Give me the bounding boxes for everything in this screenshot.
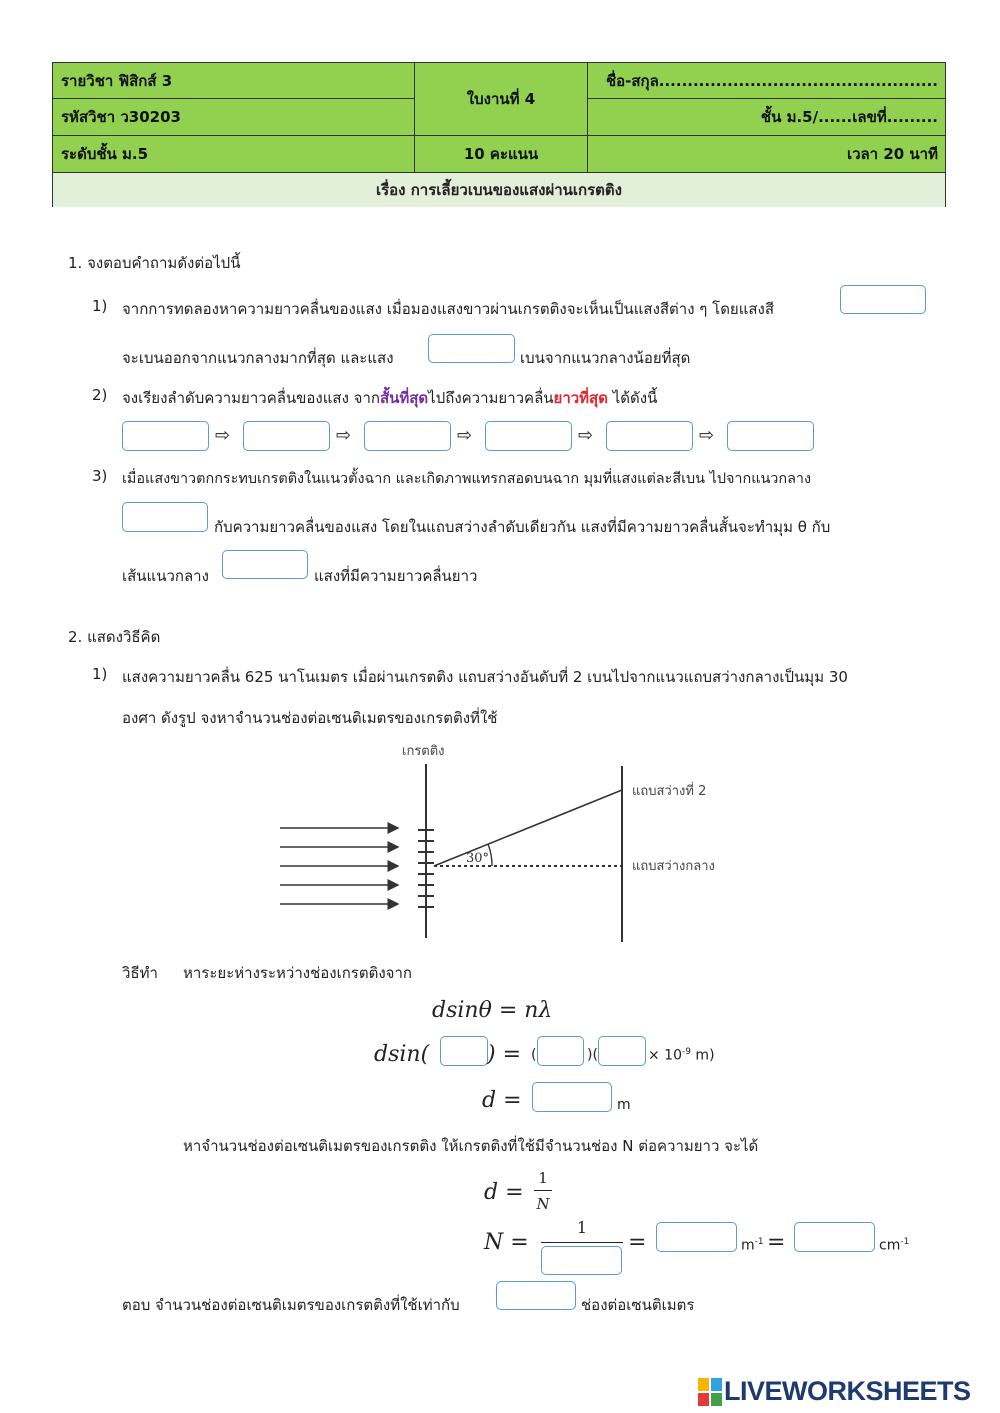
subject: รายวิชา ฟิสิกส์ 3 bbox=[61, 71, 173, 90]
liveworksheets-logo-icon bbox=[698, 1378, 722, 1406]
time-limit: เวลา 20 นาที bbox=[846, 145, 938, 163]
eq4-fraction-bar bbox=[534, 1190, 552, 1191]
q2-shortest: สั้นที่สุด bbox=[379, 389, 429, 407]
times-ten: × 10 bbox=[648, 1047, 682, 1064]
eq3-d-value-box[interactable] bbox=[532, 1082, 612, 1112]
liveworksheets-logo[interactable] bbox=[698, 1376, 971, 1407]
equation-dn-lhs: d = bbox=[484, 1180, 524, 1205]
q2-number: 2) bbox=[92, 386, 108, 404]
q2-order-box-1[interactable] bbox=[122, 421, 209, 451]
bright-fringe-2-label: แถบสว่างที่ 2 bbox=[632, 784, 707, 799]
q2-order-box-5[interactable] bbox=[606, 421, 693, 451]
p1-text-line2: องศา ดังรูป จงหาจำนวนช่องต่อเซนติเมตรของเกรตติงที่ใช้ bbox=[122, 709, 498, 727]
angle-label: 30° bbox=[466, 851, 490, 866]
incident-light-arrows bbox=[280, 828, 398, 904]
q3-text-line3a: เส้นแนวกลาง bbox=[122, 567, 209, 585]
grating-label: เกรตติง bbox=[402, 744, 445, 759]
eq2-order-box[interactable] bbox=[537, 1036, 584, 1066]
topic-title: เรื่อง การเลี้ยวเบนของแสงผ่านเกรตติง bbox=[53, 172, 945, 207]
q1-answer-color-most[interactable] bbox=[840, 285, 926, 314]
unit-m: m) bbox=[690, 1047, 715, 1064]
eq4-denominator: N bbox=[536, 1195, 550, 1213]
eq2-angle-box[interactable] bbox=[440, 1036, 488, 1066]
equation-sub-e bbox=[648, 1047, 715, 1064]
q3-text-line1: เมื่อแสงขาวตกกระทบเกรตติงในแนวตั้งฉาก และเกิดภาพแทรกสอดบนฉาก มุมที่แสงแต่ละสีเบน ไปจากแนวกลาง bbox=[122, 471, 812, 487]
eq5-n-per-m-box[interactable] bbox=[656, 1222, 737, 1252]
q1-text-line1: จากการทดลองหาความยาวคลื่นของแสง เมื่อมองแสงขาวผ่านเกรตติงจะเห็นเป็นแสงสีต่าง ๆ โดยแสงสี bbox=[122, 300, 775, 318]
q3-answer-compare[interactable] bbox=[222, 550, 308, 579]
equation-n-lhs: N = bbox=[484, 1230, 529, 1255]
unit-cm-label: cm bbox=[879, 1237, 901, 1254]
eq4-numerator: 1 bbox=[538, 1169, 548, 1187]
eq5-unit-cm bbox=[879, 1237, 909, 1254]
method-label: วิธีทำ bbox=[122, 964, 158, 982]
eq5-fraction-bar bbox=[541, 1242, 623, 1243]
arrow-right-icon: ⇨ bbox=[699, 425, 715, 446]
section2-heading: 2. แสดงวิธีคิด bbox=[68, 628, 161, 646]
grade-level: ระดับชั้น ม.5 bbox=[61, 145, 149, 163]
header-table bbox=[52, 62, 946, 207]
score: 10 คะแนน bbox=[463, 145, 539, 163]
q3-answer-relation[interactable] bbox=[122, 502, 208, 532]
exponent: -9 bbox=[682, 1047, 691, 1057]
class-number: ชั้น ม.5/......เลขที่......... bbox=[760, 108, 938, 126]
method-text: หาระยะห่างระหว่างช่องเกรตติงจาก bbox=[183, 964, 412, 982]
equation-grating: dsinθ = nλ bbox=[432, 998, 553, 1023]
eq2-wavelength-box[interactable] bbox=[598, 1036, 646, 1066]
student-name: ชื่อ-สกุล................................................. bbox=[605, 71, 938, 90]
p1-number: 1) bbox=[92, 665, 108, 683]
q2-text bbox=[122, 386, 657, 410]
arrow-right-icon: ⇨ bbox=[336, 425, 352, 446]
subject-code: รหัสวิชา ว30203 bbox=[61, 108, 181, 126]
eq5-denominator-box[interactable] bbox=[541, 1246, 622, 1275]
eq5-equals-1: = bbox=[628, 1230, 647, 1255]
q2-text-c: ไปถึงความยาวคลื่น bbox=[428, 389, 554, 407]
arrow-right-icon: ⇨ bbox=[215, 425, 231, 446]
unit-m-label: m bbox=[741, 1237, 755, 1254]
q1-text-line2a: จะเบนออกจากแนวกลางมากที่สุด และแสง bbox=[122, 349, 394, 367]
q2-order-box-4[interactable] bbox=[485, 421, 572, 451]
q1-answer-color-least[interactable] bbox=[428, 334, 515, 363]
eq5-equals-2: = bbox=[767, 1230, 786, 1255]
n-explanation: หาจำนวนช่องต่อเซนติเมตรของเกรตติง ให้เกรตติงที่ใช้มีจำนวนช่อง N ต่อความยาว จะได้ bbox=[183, 1137, 759, 1155]
q2-text-a: จงเรียงลำดับความยาวคลื่นของแสง จาก bbox=[122, 389, 380, 407]
final-answer-box[interactable] bbox=[496, 1281, 576, 1310]
worksheet-number: ใบงานที่ 4 bbox=[466, 90, 536, 108]
q2-text-e: ได้ดังนี้ bbox=[607, 389, 658, 407]
p1-text-line1: แสงความยาวคลื่น 625 นาโนเมตร เมื่อผ่านเกรตติง แถบสว่างอันดับที่ 2 เบนไปจากแนวแถบสว่างกลางเป็นมุม 30 bbox=[122, 668, 848, 686]
grating-diagram bbox=[270, 738, 740, 948]
q2-order-box-3[interactable] bbox=[364, 421, 451, 451]
central-fringe-label: แถบสว่างกลาง bbox=[632, 859, 715, 874]
equation-sub-b: ) = bbox=[487, 1042, 522, 1067]
q2-order-box-2[interactable] bbox=[243, 421, 330, 451]
answer-text-a: ตอบ จำนวนช่องต่อเซนติเมตรของเกรตติงที่ใช้เท่ากับ bbox=[122, 1296, 460, 1314]
equation-sub-a: dsin( bbox=[374, 1042, 430, 1067]
eq5-unit-m bbox=[741, 1237, 764, 1254]
liveworksheets-logo-text: LIVEWORKSHEETS bbox=[724, 1376, 971, 1406]
eq3-unit: m bbox=[617, 1097, 631, 1113]
equation-sub-d: )( bbox=[587, 1047, 598, 1063]
q3-text-line2: กับความยาวคลื่นของแสง โดยในแถบสว่างลำดับเดียวกัน แสงที่มีความยาวคลื่นสั้นจะทำมุม θ กับ bbox=[214, 518, 831, 536]
eq5-numerator: 1 bbox=[576, 1218, 588, 1237]
equation-sub-c: ( bbox=[531, 1047, 537, 1063]
arrow-right-icon: ⇨ bbox=[457, 425, 473, 446]
q3-text-line3b: แสงที่มีความยาวคลื่นยาว bbox=[314, 567, 478, 585]
equation-d: d = bbox=[482, 1088, 522, 1113]
q2-longest: ยาวที่สุด bbox=[553, 389, 608, 407]
answer-text-b: ช่องต่อเซนติเมตร bbox=[581, 1296, 695, 1314]
unit-m-exp: -1 bbox=[754, 1237, 764, 1247]
unit-cm-exp: -1 bbox=[900, 1237, 910, 1247]
q1-number: 1) bbox=[92, 297, 108, 315]
q2-order-box-6[interactable] bbox=[727, 421, 814, 451]
section1-heading: 1. จงตอบคำถามดังต่อไปนี้ bbox=[68, 254, 241, 272]
diffracted-ray bbox=[434, 790, 622, 866]
eq5-n-per-cm-box[interactable] bbox=[794, 1222, 875, 1252]
q3-number: 3) bbox=[92, 467, 108, 485]
arrow-right-icon: ⇨ bbox=[578, 425, 594, 446]
q1-text-line2b: เบนจากแนวกลางน้อยที่สุด bbox=[520, 349, 691, 367]
